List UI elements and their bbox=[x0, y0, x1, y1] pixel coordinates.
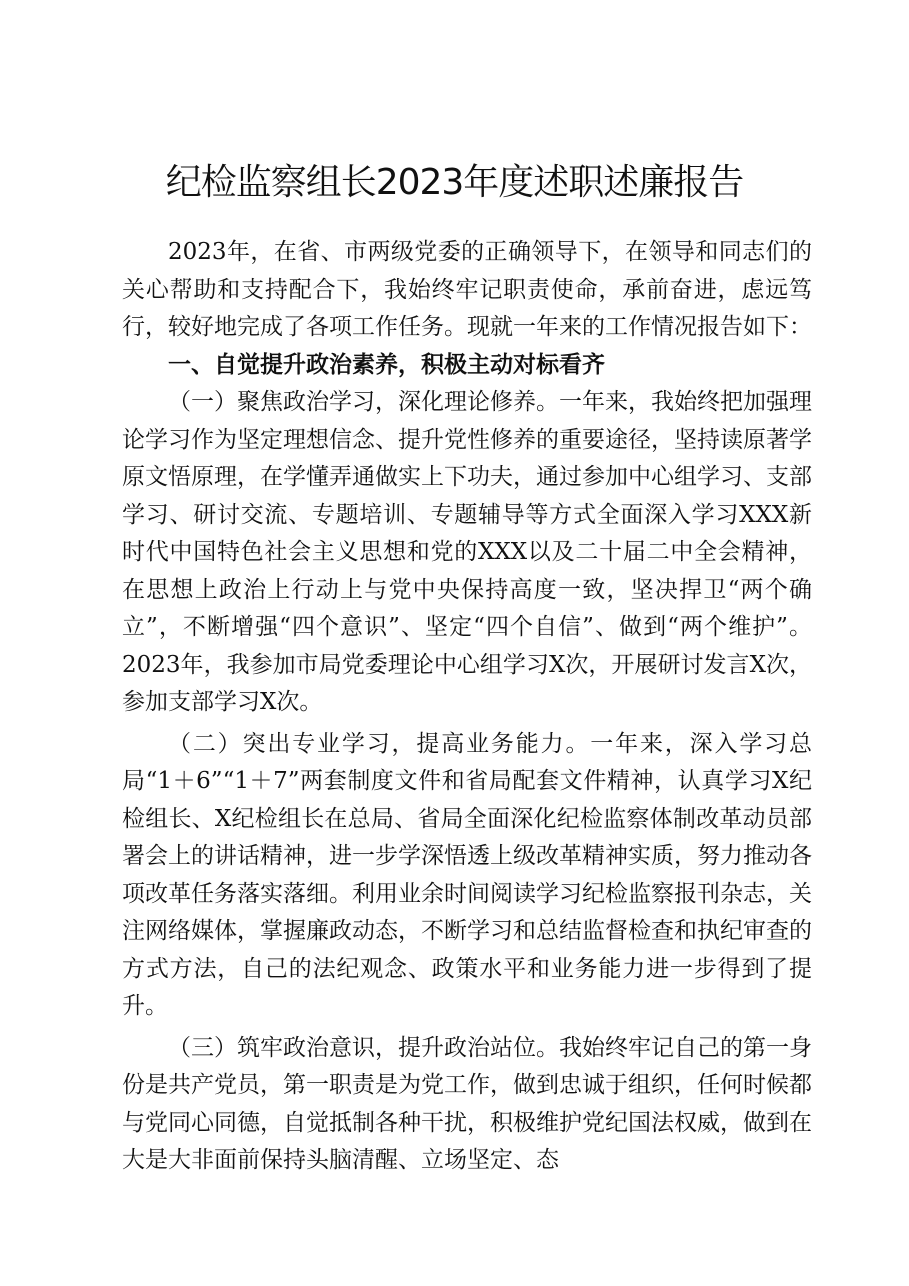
subsection-lead-2: （二）突出专业学习，提高业务能力。 bbox=[168, 730, 591, 757]
subsection-body-2: 一年来，深入学习总局“1＋6”“1＋7”两套制度文件和省局配套文件精神，认真学习X纪检组长、X纪检组长在总局、省局全面深化纪检监察体制改革动员部署会上的讲话精神，进一步学深悟透上级改革精神实质，努力推动各项改革任务落实落细。利用业余时间阅读学习纪检监察报刊杂志，关注网络媒体，掌握廉政动态，不断学习和总结监督检查和执纪审查的方式方法，自己的法纪观念、政策水平和业务能力进一步得到了提升。 bbox=[122, 730, 813, 1019]
subsection-paragraph-3 bbox=[122, 1030, 812, 1180]
document-body bbox=[122, 234, 812, 1180]
subsection-lead-1: （一）聚焦政治学习，深化理论修养。 bbox=[168, 389, 559, 415]
section-heading-1: 一、自觉提升政治素养，积极主动对标看齐 bbox=[168, 351, 605, 378]
subsection-paragraph-1 bbox=[122, 384, 812, 722]
subsection-body-3: 我始终牢记自己的第一身份是共产党员，第一职责是为党工作，做到忠诚于组织，任何时候都与党同心同德，自觉抵制各种干扰，积极维护党纪国法权威，做到在大是大非面前保持头脑清醒、立场坚定、态 bbox=[122, 1034, 812, 1173]
subsection-body-1: 一年来，我始终把加强理论学习作为坚定理想信念、提升党性修养的重要途径，坚持读原著学原文悟原理，在学懂弄通做实上下功夫，通过参加中心组学习、支部学习、研讨交流、专题培训、专题辅导等方式全面深入学习XXX新时代中国特色社会主义思想和党的XXX以及二十届二中全会精神，在思想上政治上行动上与党中央保持高度一致，坚决捍卫“两个确立”，不断增强“四个意识”、坚定“四个自信”、做到“两个维护”。2023年，我参加市局党委理论中心组学习X次，开展研讨发言X次，参加支部学习X次。 bbox=[122, 389, 812, 715]
subsection-lead-3: （三）筑牢政治意识，提升政治站位。 bbox=[168, 1034, 559, 1061]
intro-paragraph: 2023年，在省、市两级党委的正确领导下，在领导和同志们的关心帮助和支持配合下，我始终牢记职责使命，承前奋进，虑远笃行，较好地完成了各项工作任务。现就一年来的工作情况报告如下： bbox=[122, 239, 812, 340]
subsection-paragraph-2 bbox=[122, 726, 812, 1026]
document-title: 纪检监察组长2023年度述职述廉报告 bbox=[165, 162, 744, 203]
